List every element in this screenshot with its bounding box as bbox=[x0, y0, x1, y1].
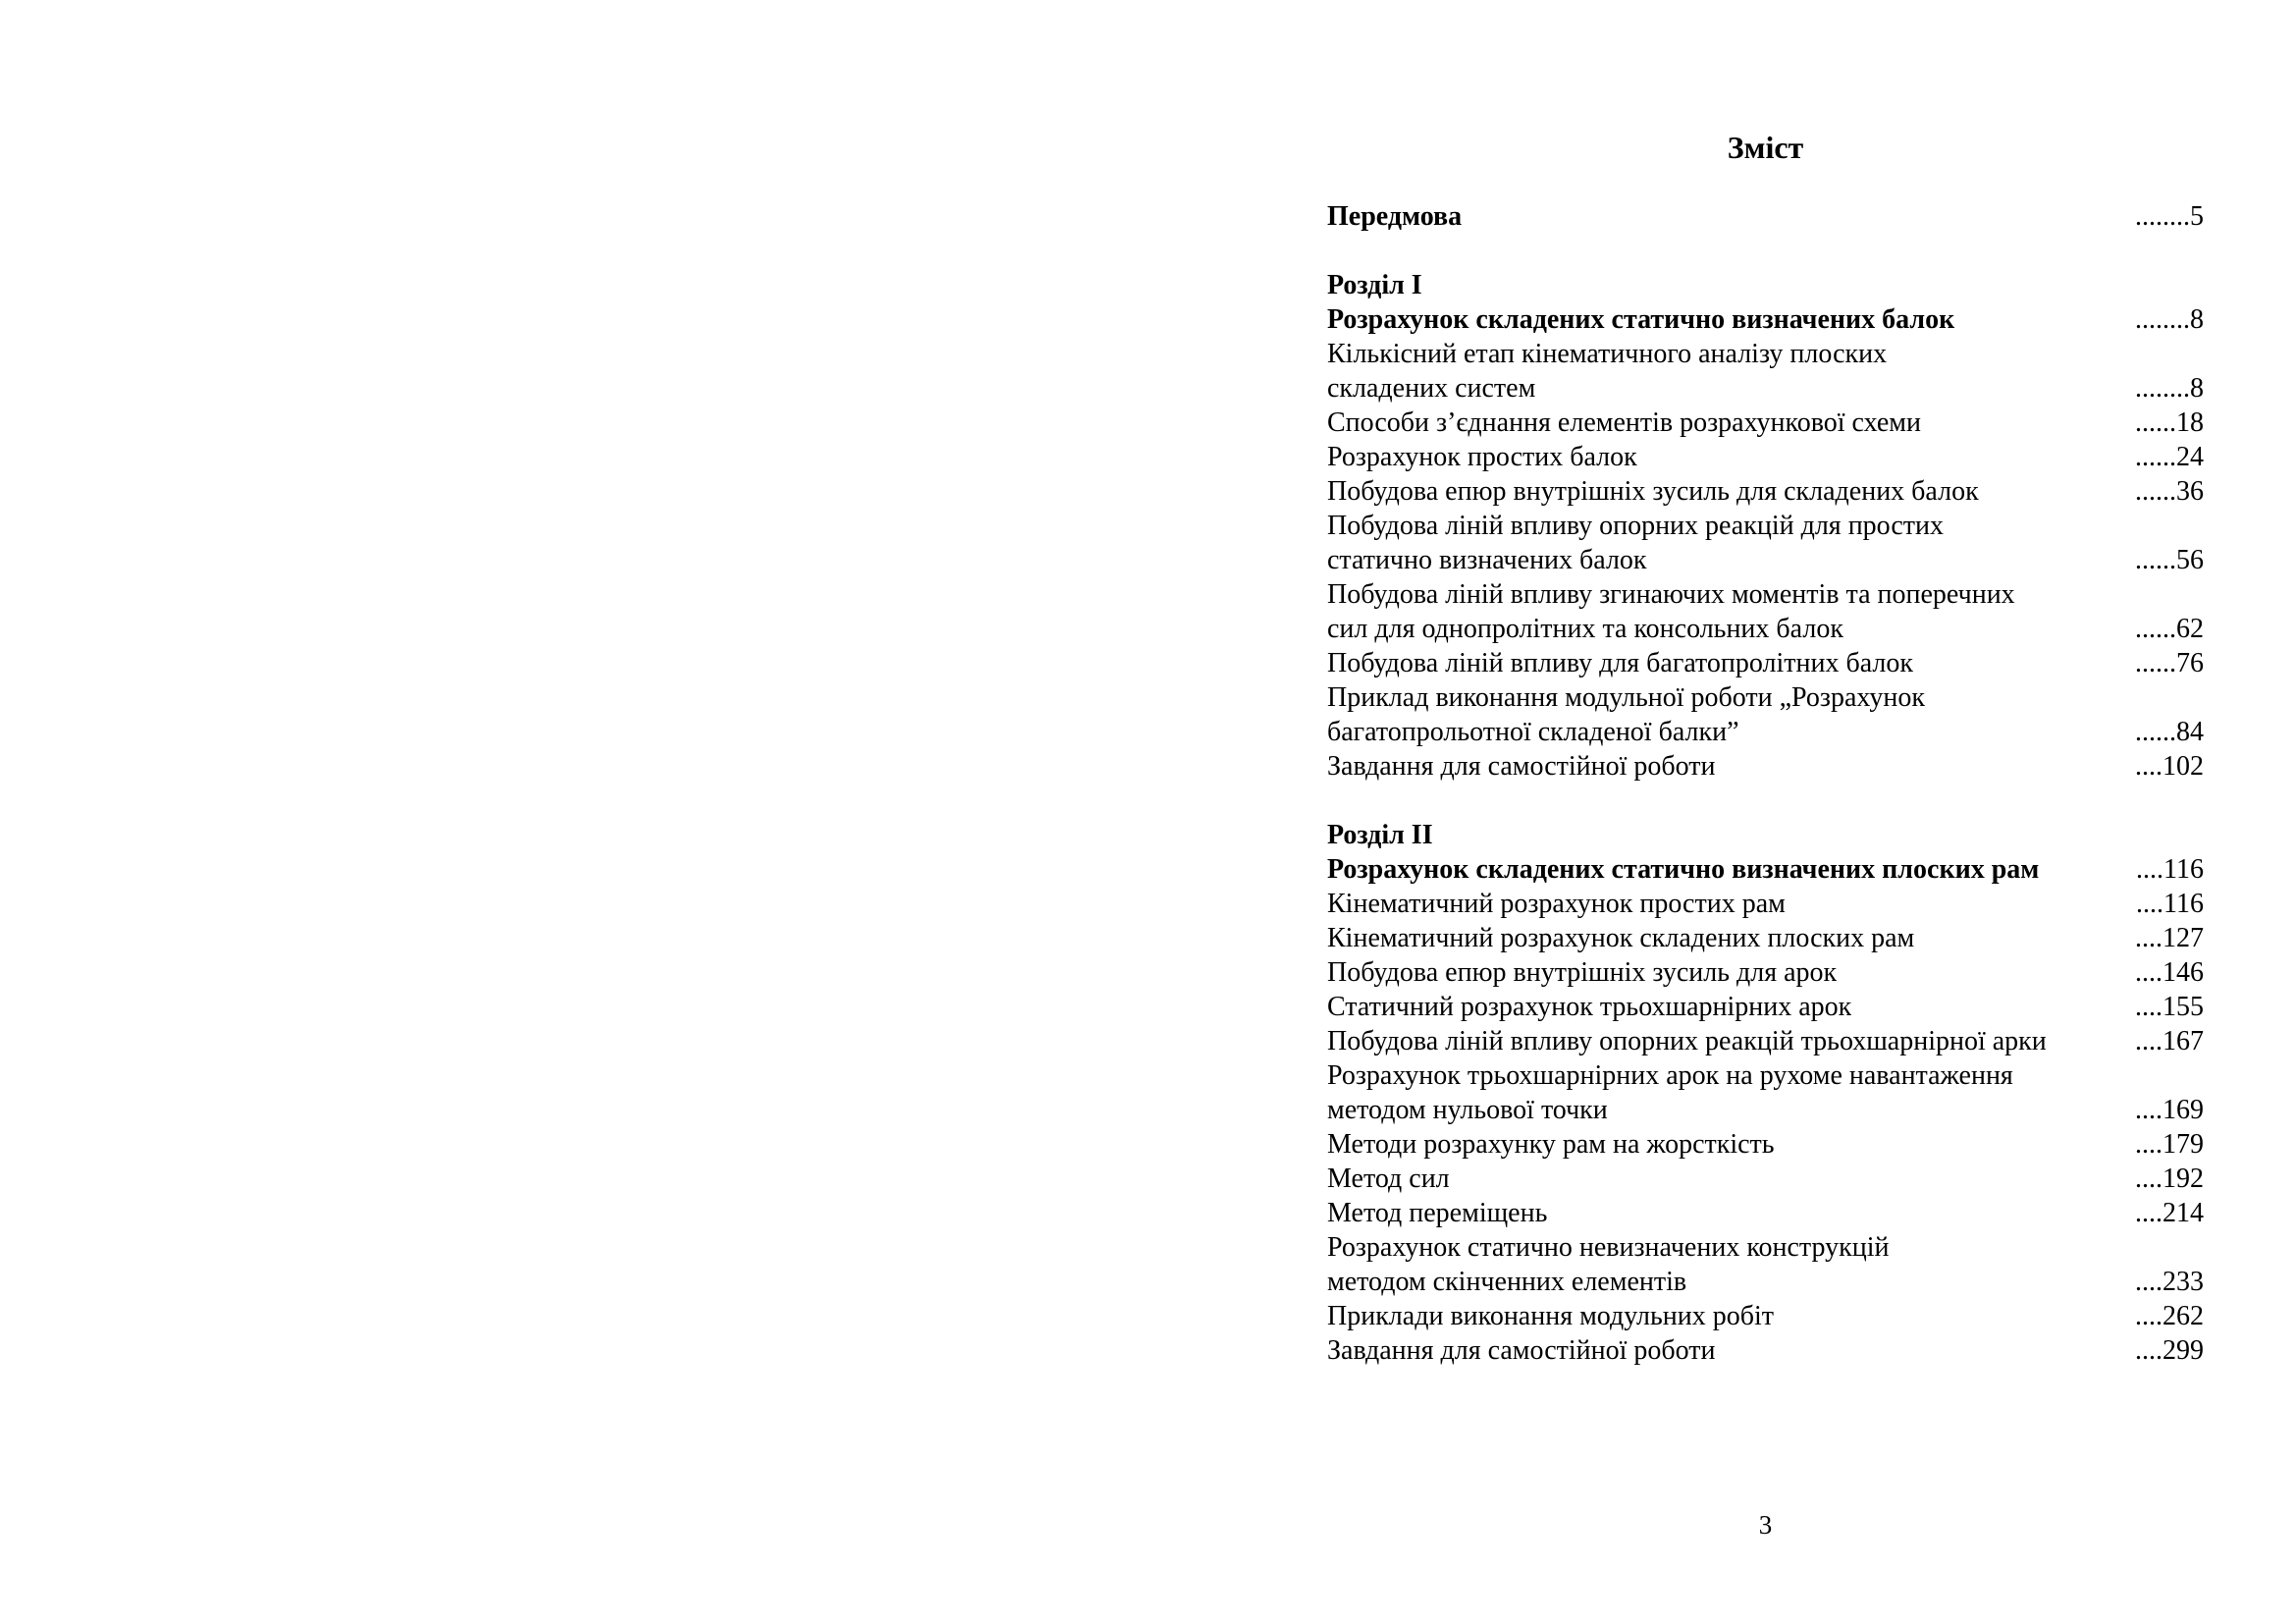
toc-entry-label: Приклад виконання модульної роботи „Розрахунок bbox=[1327, 682, 1925, 713]
toc-entry-page: ....102 bbox=[2135, 751, 2204, 782]
toc-entry-row bbox=[1327, 955, 2204, 990]
toc-entry-label: сил для однопролітних та консольних балок bbox=[1327, 614, 1843, 644]
toc-entry-label: методом нульової точки bbox=[1327, 1095, 1608, 1125]
chapter-heading-label: Розділ I bbox=[1327, 270, 1422, 300]
toc-entry-row bbox=[1327, 199, 2204, 234]
toc-entry-row bbox=[1327, 1230, 2204, 1265]
toc-entry-page: ....214 bbox=[2135, 1198, 2204, 1228]
chapter-heading-row bbox=[1327, 268, 2204, 302]
toc-entry-label: Кінематичний розрахунок складених плоских рам bbox=[1327, 923, 1915, 953]
toc-entry-row bbox=[1327, 852, 2204, 887]
toc-entry-row bbox=[1327, 1299, 2204, 1333]
toc-entry-label: Побудова епюр внутрішніх зусиль для арок bbox=[1327, 957, 1838, 988]
toc-entry-row bbox=[1327, 646, 2204, 680]
toc-entry-row bbox=[1327, 749, 2204, 784]
toc-entry-label: Побудова ліній впливу опорних реакцій для простих bbox=[1327, 511, 1945, 541]
toc-entry-row bbox=[1327, 577, 2204, 612]
toc-entry-row bbox=[1327, 715, 2204, 749]
toc-entry-label: Метод переміщень bbox=[1327, 1198, 1548, 1228]
toc-entry-page: ....233 bbox=[2135, 1267, 2204, 1297]
toc-entry-label: Розрахунок статично невизначених конструкцій bbox=[1327, 1232, 1890, 1263]
toc-entry-label: Приклади виконання модульних робіт bbox=[1327, 1301, 1774, 1331]
page-title: Зміст bbox=[1727, 130, 1804, 165]
toc-entry-row bbox=[1327, 612, 2204, 646]
toc-entry-page: ....299 bbox=[2135, 1335, 2204, 1366]
toc-entry-label: Побудова ліній впливу згинаючих моментів та поперечних bbox=[1327, 579, 2015, 610]
toc-entry-row bbox=[1327, 302, 2204, 337]
toc-entry-label: Завдання для самостійної роботи bbox=[1327, 751, 1716, 782]
spacer bbox=[1327, 165, 2204, 199]
toc-entry-row bbox=[1327, 1265, 2204, 1299]
toc-entry-page: ....192 bbox=[2135, 1164, 2204, 1194]
toc-section-list bbox=[1327, 268, 2204, 1368]
toc-entry-label: Передмова bbox=[1327, 201, 1463, 232]
toc-entry-label: Розрахунок складених статично визначених балок bbox=[1327, 304, 1955, 335]
toc-entry-label: Розрахунок трьохшарнірних арок на рухоме навантаження bbox=[1327, 1060, 2013, 1091]
toc-entry-row bbox=[1327, 1333, 2204, 1368]
toc-entry-page: ....155 bbox=[2135, 992, 2204, 1022]
toc-entry-page: ....146 bbox=[2135, 957, 2204, 988]
toc-entry-label: Побудова ліній впливу опорних реакцій трьохшарнірної арки bbox=[1327, 1026, 2047, 1056]
toc-entry-page: ......84 bbox=[2135, 717, 2204, 747]
toc-entry-label: Способи з’єднання елементів розрахункової схеми bbox=[1327, 407, 1922, 438]
toc-entry-page: ........8 bbox=[2135, 373, 2204, 404]
toc-entry-row bbox=[1327, 1127, 2204, 1162]
toc-entry-row bbox=[1327, 509, 2204, 543]
toc-section bbox=[1327, 818, 2204, 1368]
toc-entry-label: Кількісний етап кінематичного аналізу плоских bbox=[1327, 339, 1888, 369]
toc-entry-page: ......24 bbox=[2135, 442, 2204, 472]
toc-entry-label: Розрахунок простих балок bbox=[1327, 442, 1637, 472]
toc-entry-row bbox=[1327, 680, 2204, 715]
table-of-contents bbox=[1327, 131, 2204, 1368]
toc-entry-label: Методи розрахунку рам на жорсткість bbox=[1327, 1129, 1775, 1160]
front-matter-list bbox=[1327, 199, 2204, 234]
toc-entry-page: ....179 bbox=[2135, 1129, 2204, 1160]
toc-entry-label: Кінематичний розрахунок простих рам bbox=[1327, 889, 1786, 919]
toc-entry-label: Завдання для самостійної роботи bbox=[1327, 1335, 1716, 1366]
toc-entry-row bbox=[1327, 474, 2204, 509]
toc-entry-label: методом скінченних елементів bbox=[1327, 1267, 1687, 1297]
toc-entry-row bbox=[1327, 337, 2204, 371]
toc-entry-page: ......62 bbox=[2135, 614, 2204, 644]
toc-entry-label: Статичний розрахунок трьохшарнірних арок bbox=[1327, 992, 1852, 1022]
toc-entry-label: Побудова епюр внутрішніх зусиль для складених балок bbox=[1327, 476, 1979, 507]
toc-entry-row bbox=[1327, 371, 2204, 406]
toc-entry-row bbox=[1327, 1196, 2204, 1230]
toc-entry-page: ......56 bbox=[2135, 545, 2204, 575]
toc-entry-page: ....127 bbox=[2135, 923, 2204, 953]
toc-entry-row bbox=[1327, 440, 2204, 474]
toc-entry-page: ........8 bbox=[2135, 304, 2204, 335]
toc-entry-label: багатопрольотної складеної балки” bbox=[1327, 717, 1739, 747]
toc-section bbox=[1327, 268, 2204, 784]
toc-entry-page: ......18 bbox=[2135, 407, 2204, 438]
toc-entry-label: Розрахунок складених статично визначених плоских рам bbox=[1327, 854, 2040, 885]
toc-entry-page: ....169 bbox=[2135, 1095, 2204, 1125]
toc-entry-row bbox=[1327, 1093, 2204, 1127]
toc-entry-page: ....116 bbox=[2136, 889, 2204, 919]
spacer bbox=[1327, 234, 2204, 268]
toc-entry-label: статично визначених балок bbox=[1327, 545, 1647, 575]
chapter-heading-label: Розділ II bbox=[1327, 820, 1433, 850]
toc-entry-page: ......36 bbox=[2135, 476, 2204, 507]
toc-entry-row bbox=[1327, 921, 2204, 955]
toc-entry-row bbox=[1327, 543, 2204, 577]
toc-entry-page: ....262 bbox=[2135, 1301, 2204, 1331]
toc-entry-row bbox=[1327, 1162, 2204, 1196]
page-number: 3 bbox=[1758, 1510, 1773, 1540]
toc-entry-row bbox=[1327, 406, 2204, 440]
toc-entry-row bbox=[1327, 990, 2204, 1024]
toc-entry-page: ........5 bbox=[2135, 201, 2204, 232]
toc-entry-label: Побудова ліній впливу для багатопролітних балок bbox=[1327, 648, 1913, 678]
toc-entry-row bbox=[1327, 1024, 2204, 1058]
toc-entry-label: Метод сил bbox=[1327, 1164, 1450, 1194]
toc-entry-row bbox=[1327, 1058, 2204, 1093]
toc-entry-page: ....116 bbox=[2136, 854, 2204, 885]
toc-entry-page: ......76 bbox=[2135, 648, 2204, 678]
toc-entry-page: ....167 bbox=[2135, 1026, 2204, 1056]
chapter-heading-row bbox=[1327, 818, 2204, 852]
toc-entry-label: складених систем bbox=[1327, 373, 1536, 404]
toc-entry-row bbox=[1327, 887, 2204, 921]
